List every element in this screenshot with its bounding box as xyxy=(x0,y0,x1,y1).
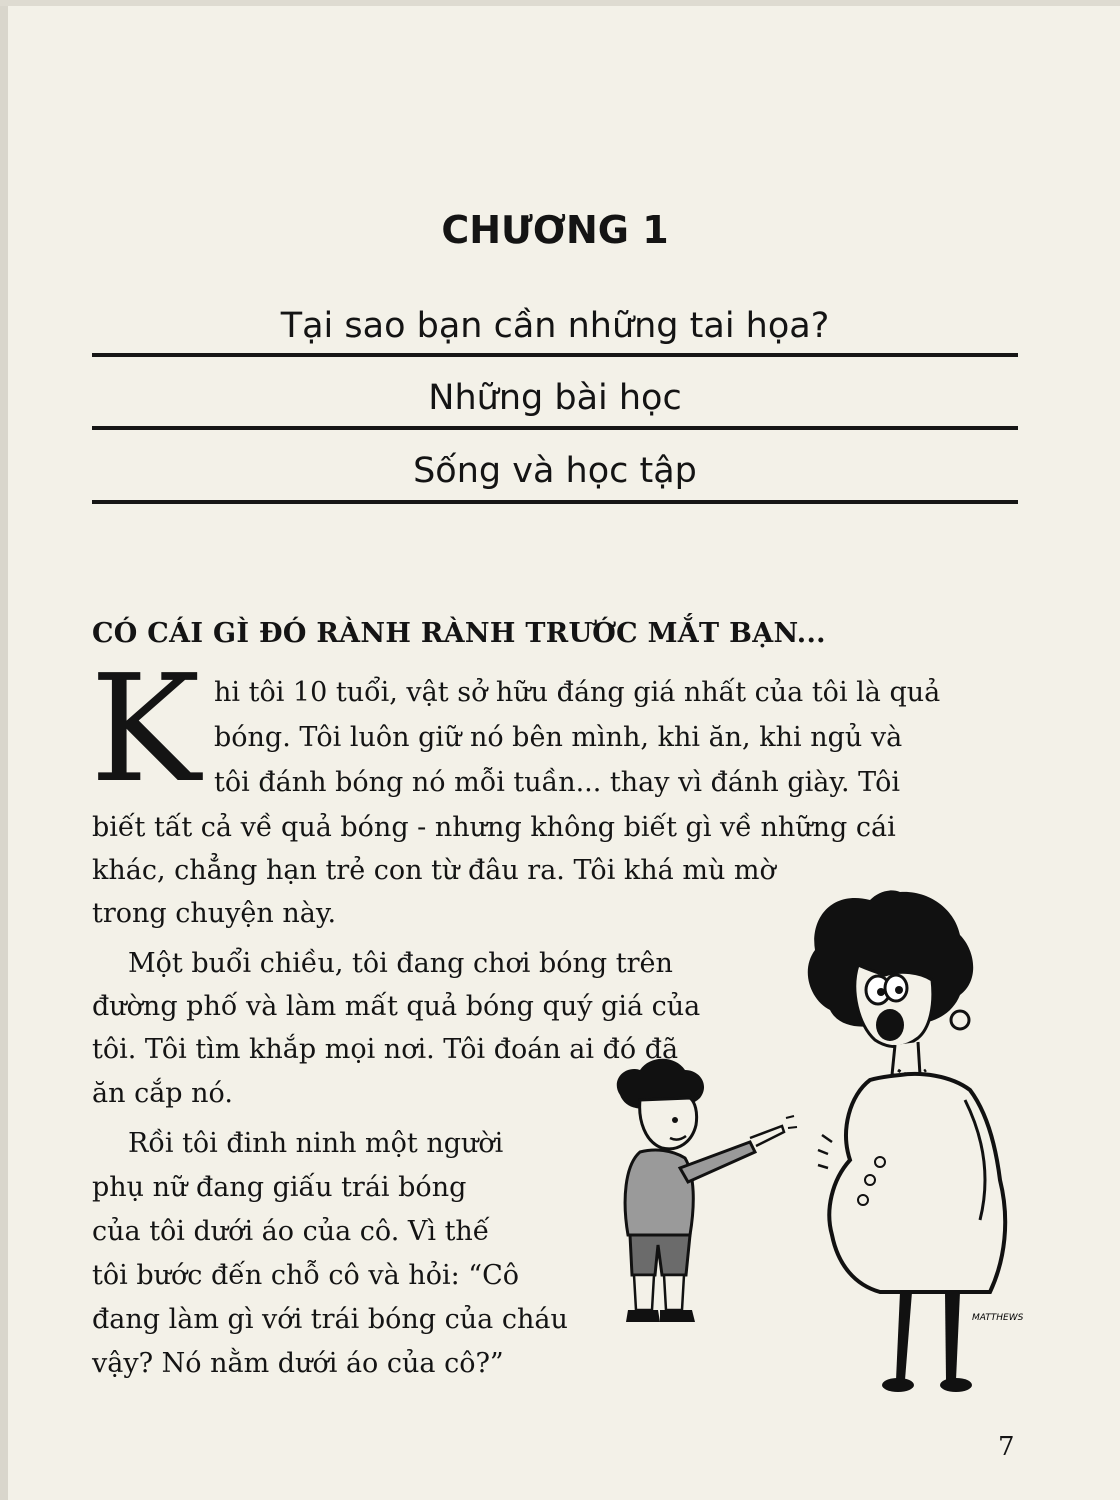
section-heading: CÓ CÁI GÌ ĐÓ RÀNH RÀNH TRƯỚC MẮT BẠN... xyxy=(92,618,826,649)
chapter-label: CHƯƠNG 1 xyxy=(441,208,669,252)
paragraph-line: tôi. Tôi tìm khắp mọi nơi. Tôi đoán ai đó đã xyxy=(92,1034,679,1065)
page-edge-shadow xyxy=(0,0,8,1500)
paragraph-line: của tôi dưới áo của cô. Vì thế xyxy=(92,1216,490,1247)
chapter-title-2: Những bài học xyxy=(428,378,682,418)
paragraph-line: Rồi tôi đinh ninh một người xyxy=(128,1128,504,1159)
woman-leg xyxy=(945,1292,960,1380)
drop-cap: K xyxy=(90,643,201,815)
paragraph-line: bóng. Tôi luôn giữ nó bên mình, khi ăn, khi ngủ và xyxy=(214,722,903,753)
paragraph-line: phụ nữ đang giấu trái bóng xyxy=(92,1172,467,1203)
artist-signature: MATTHEWS xyxy=(972,1313,1024,1323)
page-number: 7 xyxy=(998,1432,1015,1462)
woman-leg xyxy=(896,1292,912,1380)
paragraph-line: đường phố và làm mất quả bóng quý giá của xyxy=(92,991,701,1022)
paragraph-line: tôi bước đến chỗ cô và hỏi: “Cô xyxy=(92,1260,520,1291)
chapter-title-3: Sống và học tập xyxy=(413,451,697,491)
boy-pointing-arm xyxy=(680,1142,755,1182)
paragraph-line: ăn cắp nó. xyxy=(92,1078,233,1109)
earring xyxy=(951,1011,969,1029)
paragraph-line: trong chuyện này. xyxy=(92,898,337,929)
chapter-title-1: Tại sao bạn cần những tai họa? xyxy=(280,306,830,346)
paragraph-line: đang làm gì với trái bóng của cháu xyxy=(92,1304,568,1335)
boy-face xyxy=(640,1098,697,1149)
title-divider-2 xyxy=(92,426,1018,430)
boy-shirt xyxy=(625,1150,693,1235)
paragraph-line: khác, chẳng hạn trẻ con từ đâu ra. Tôi khá mù mờ xyxy=(92,855,776,886)
boy-pants xyxy=(630,1235,690,1275)
title-divider-3 xyxy=(92,500,1018,504)
paragraph-line: biết tất cả về quả bóng - nhưng không biết gì về những cái xyxy=(92,812,896,843)
paragraph-line: vậy? Nó nằm dưới áo của cô?” xyxy=(92,1348,504,1379)
paragraph-line: tôi đánh bóng nó mỗi tuần... thay vì đánh giày. Tôi xyxy=(214,767,901,798)
title-divider-1 xyxy=(92,353,1018,357)
woman-dress xyxy=(829,1074,1005,1292)
paragraph-line: hi tôi 10 tuổi, vật sở hữu đáng giá nhất của tôi là quả xyxy=(214,677,941,708)
cartoon-illustration xyxy=(600,880,1070,1440)
page-top-edge xyxy=(0,0,1120,6)
woman-mouth xyxy=(876,1009,904,1041)
paragraph-line: Một buổi chiều, tôi đang chơi bóng trên xyxy=(128,948,673,979)
